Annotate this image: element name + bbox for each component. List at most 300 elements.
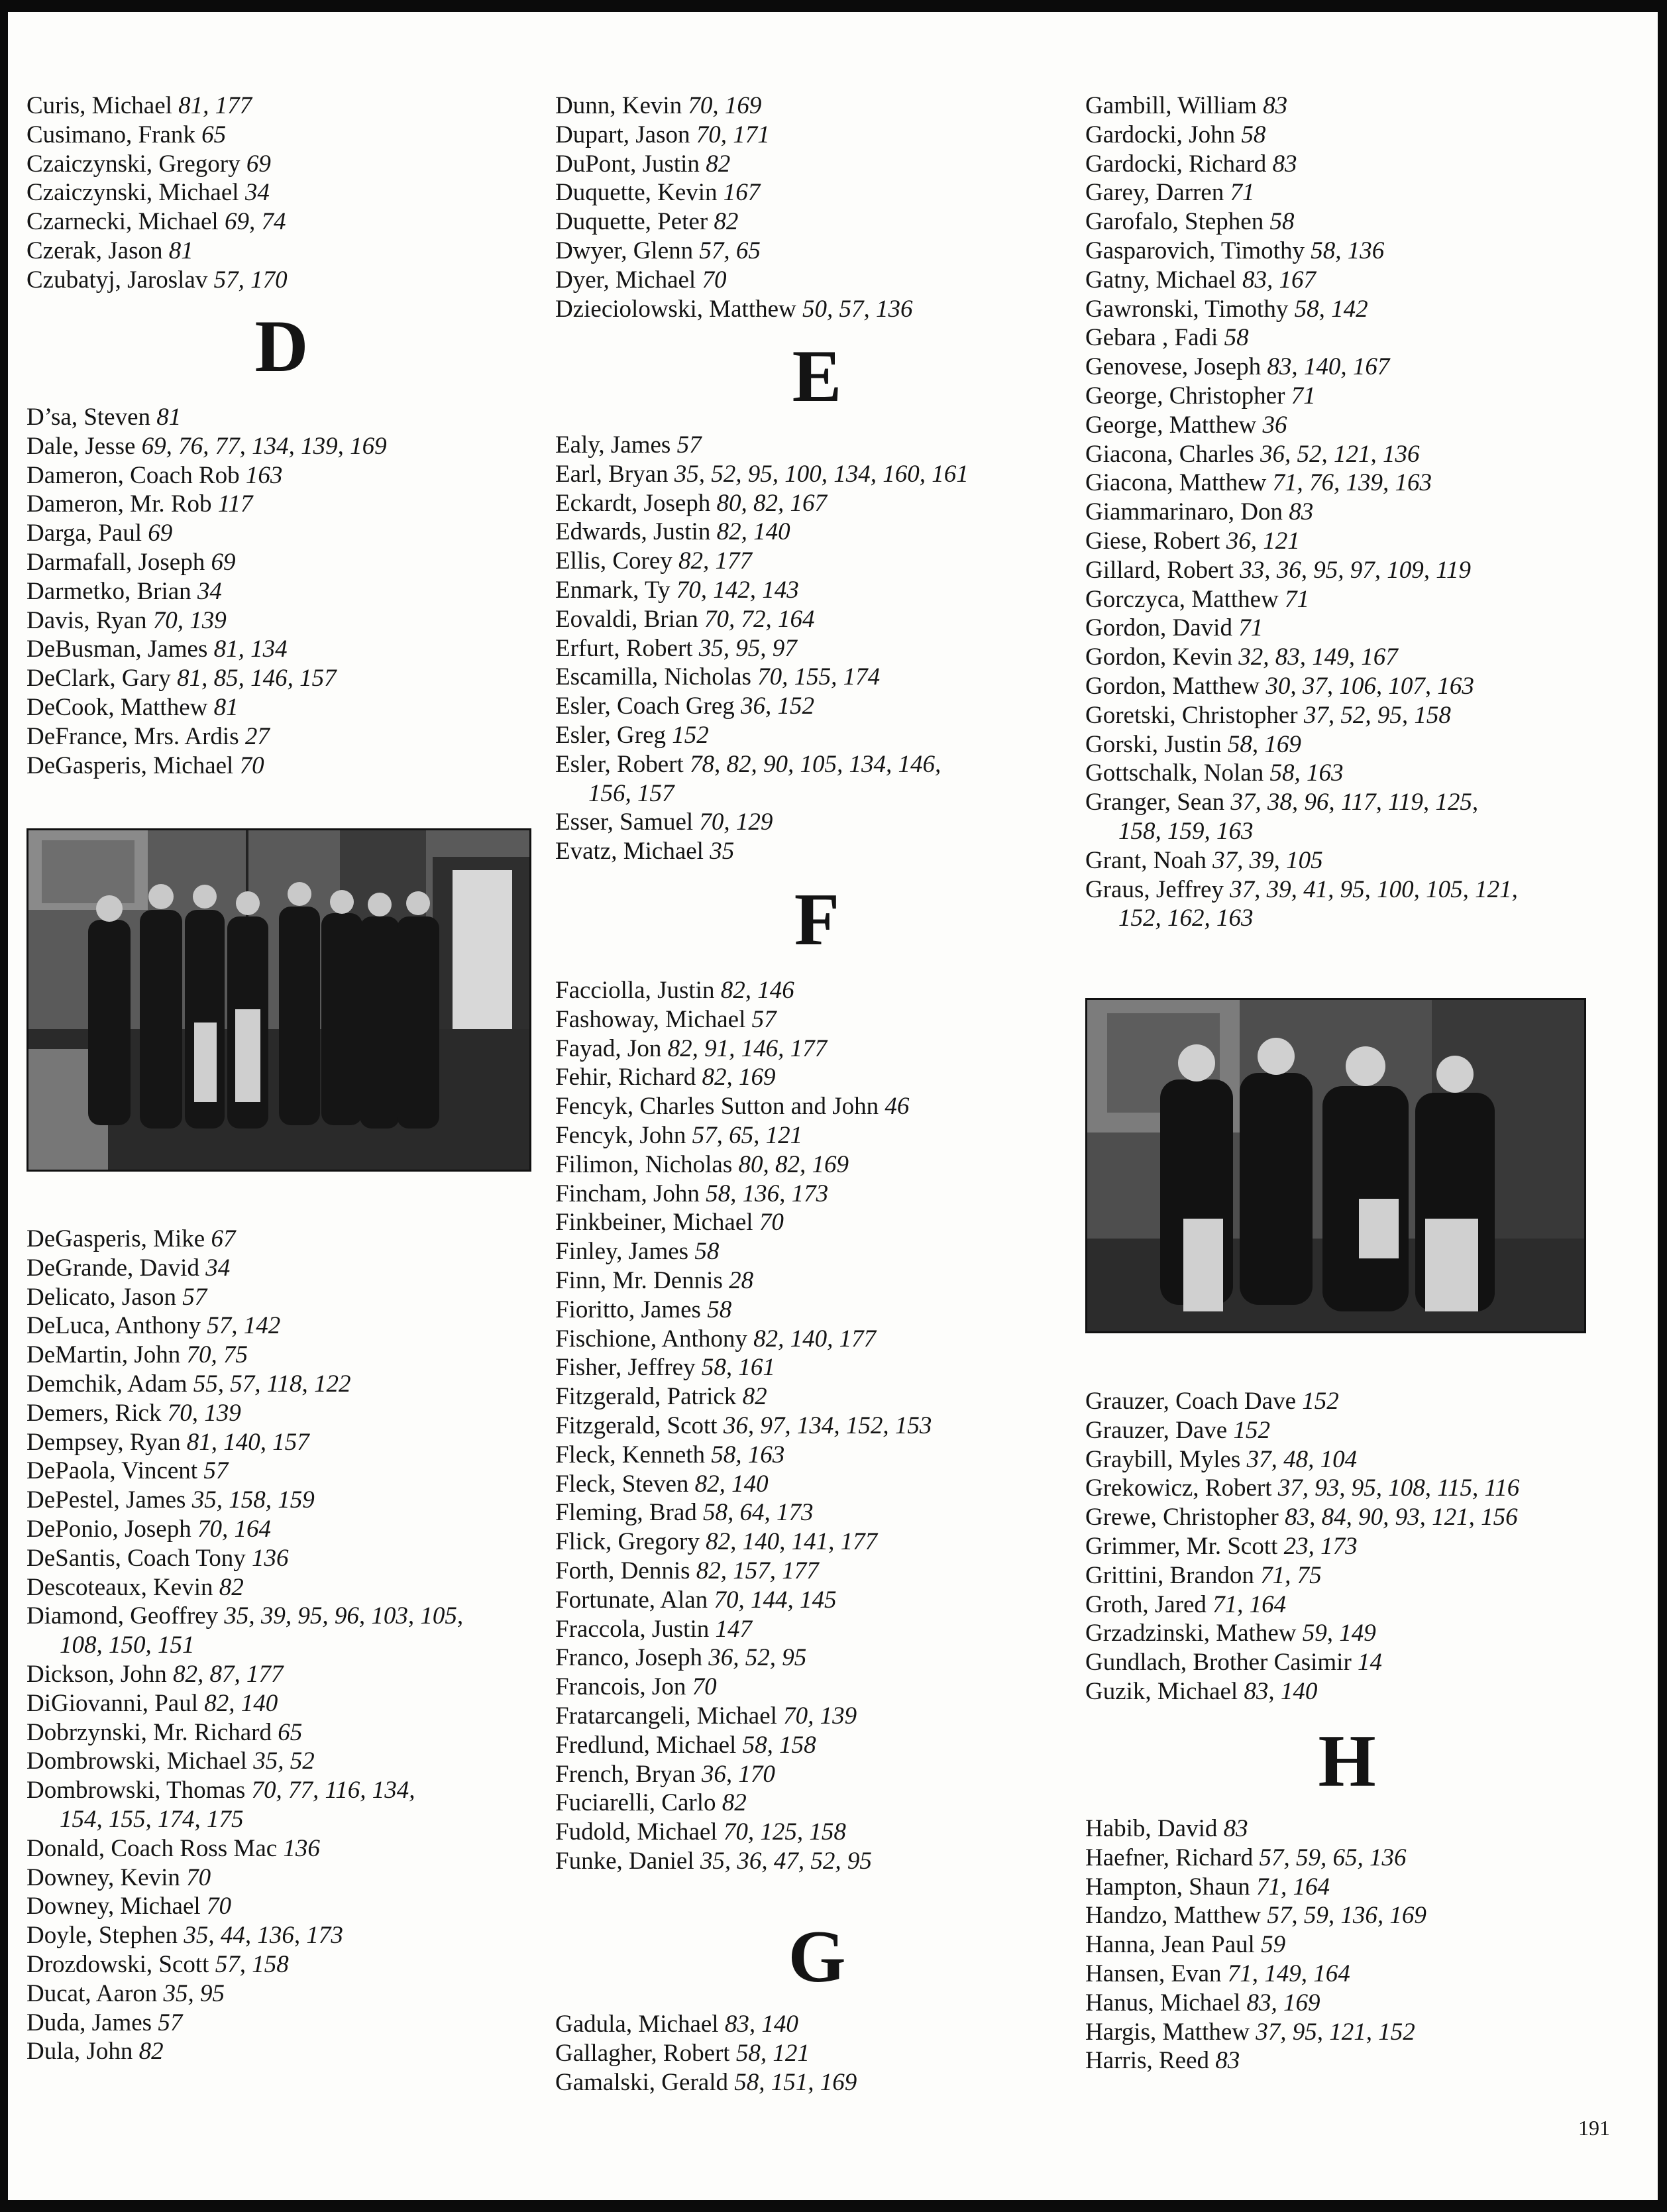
index-entry <box>555 1237 1079 1266</box>
index-entry <box>1085 1648 1609 1677</box>
index-entry <box>555 1266 1079 1296</box>
entry-pages: 80, 82, 169 <box>738 1150 849 1178</box>
entry-pages: 82, 140 <box>694 1470 769 1498</box>
index-entry <box>1085 1844 1609 1873</box>
index-entry <box>555 1382 1079 1411</box>
index-entry <box>1085 1532 1609 1561</box>
entry-name: Fincham, John <box>555 1180 700 1207</box>
entry-name: Dunn, Kevin <box>555 92 682 119</box>
index-entry <box>1085 614 1609 643</box>
index-entry <box>1085 411 1609 440</box>
entry-name: Harris, Reed <box>1085 2047 1209 2075</box>
index-entry <box>1085 353 1609 382</box>
entry-name: George, Matthew <box>1085 411 1257 439</box>
entry-pages: 30, 37, 106, 107, 163 <box>1265 672 1474 700</box>
entry-name: Davis, Ryan <box>27 606 147 634</box>
entry-name: DeGasperis, Mike <box>27 1225 205 1252</box>
entry-name: Hargis, Matthew <box>1085 2018 1250 2046</box>
entry-name: Demers, Rick <box>27 1399 162 1427</box>
entry-pages: 58, 121 <box>735 2039 810 2067</box>
index-entry <box>1085 1930 1609 1960</box>
entry-pages: 83, 140, 167 <box>1267 353 1390 381</box>
index-entry <box>555 207 1079 237</box>
entry-name: Habib, David <box>1085 1815 1218 1842</box>
entry-pages: 78, 82, 90, 105, 134, 146, <box>690 750 941 778</box>
index-entry <box>27 1602 537 1631</box>
entry-name: Finkbeiner, Michael <box>555 1209 753 1237</box>
index-entry-group <box>1085 1814 1609 2075</box>
index-entry <box>555 1731 1079 1760</box>
index-entry <box>555 1150 1079 1180</box>
index-entry <box>27 548 537 577</box>
entry-name: Dombrowski, Thomas <box>27 1777 246 1804</box>
entry-pages: 83 <box>1289 498 1314 526</box>
page-number: 191 <box>1578 2116 1610 2140</box>
entry-pages: 35, 158, 159 <box>191 1486 315 1514</box>
entry-name: Finn, Mr. Dennis <box>555 1266 723 1294</box>
index-entry-group <box>27 403 537 780</box>
entry-name: Gebara , Fadi <box>1085 324 1218 352</box>
entry-pages: 57, 65, 121 <box>692 1121 803 1149</box>
entry-pages: 82 <box>742 1383 767 1411</box>
entry-pages: 70, 129 <box>699 808 773 836</box>
index-entry <box>1085 121 1609 150</box>
entry-name: Gardocki, Richard <box>1085 150 1267 178</box>
index-entry <box>555 634 1079 663</box>
entry-pages: 70 <box>186 1863 211 1891</box>
index-entry-group <box>555 2010 1079 2097</box>
entry-name: Fleming, Brad <box>555 1499 697 1527</box>
entry-pages: 14 <box>1358 1649 1383 1677</box>
entry-pages: 36, 52, 121, 136 <box>1260 440 1420 468</box>
entry-pages: 35, 44, 136, 173 <box>184 1922 343 1950</box>
index-entry <box>555 576 1079 605</box>
index-entry <box>555 837 1079 866</box>
entry-name: Fleck, Steven <box>555 1470 689 1498</box>
index-entry <box>555 518 1079 547</box>
index-entry <box>27 2037 537 2066</box>
entry-pages: 37, 39, 41, 95, 100, 105, 121, <box>1230 875 1518 903</box>
entry-pages: 152 <box>1302 1388 1339 1415</box>
index-entry <box>27 1341 537 1370</box>
entry-name: Fashoway, Michael <box>555 1005 746 1033</box>
entry-name: Garofalo, Stephen <box>1085 208 1264 236</box>
entry-pages: 57 <box>182 1283 207 1311</box>
entry-pages: 36, 97, 134, 152, 153 <box>723 1411 932 1439</box>
entry-name: Demchik, Adam <box>27 1370 188 1398</box>
entry-pages: 59 <box>1261 1931 1286 1959</box>
entry-name: Grauzer, Coach Dave <box>1085 1388 1296 1415</box>
entry-pages: 83 <box>1263 92 1288 119</box>
group-photo-four-men-image <box>1087 1000 1584 1331</box>
entry-pages-continued: 108, 150, 151 <box>60 1631 195 1659</box>
entry-pages: 58 <box>1269 208 1295 236</box>
entry-name: Gillard, Robert <box>1085 556 1234 584</box>
entry-name: Czarnecki, Michael <box>27 208 219 236</box>
index-entry <box>555 1702 1079 1731</box>
index-entry <box>27 490 537 519</box>
entry-pages: 83 <box>1215 2047 1240 2075</box>
entry-name: Esler, Greg <box>555 721 667 749</box>
entry-name: DuPont, Justin <box>555 150 700 178</box>
entry-pages: 58, 169 <box>1227 730 1301 758</box>
index-entry <box>27 1225 537 1254</box>
entry-name: Fitzgerald, Patrick <box>555 1383 737 1411</box>
entry-pages: 70, 139 <box>167 1399 241 1427</box>
entry-name: Czubatyj, Jaroslav <box>27 266 208 294</box>
entry-pages: 23, 173 <box>1283 1532 1358 1560</box>
entry-name: DeCook, Matthew <box>27 693 208 721</box>
index-entry <box>27 606 537 636</box>
entry-pages: 57, 65 <box>699 237 761 264</box>
entry-name: Gorski, Justin <box>1085 730 1222 758</box>
entry-name: Grewe, Christopher <box>1085 1504 1279 1531</box>
index-entry <box>1085 875 1609 905</box>
entry-name: Downey, Michael <box>27 1893 201 1920</box>
entry-name: Giese, Robert <box>1085 527 1220 555</box>
entry-name: DePaola, Vincent <box>27 1457 198 1485</box>
index-entry <box>27 1311 537 1341</box>
index-entry <box>27 237 537 266</box>
index-entry <box>555 2068 1079 2097</box>
index-entry <box>27 1950 537 1979</box>
entry-pages: 70, 164 <box>197 1515 271 1543</box>
entry-name: Dula, John <box>27 2038 133 2066</box>
entry-pages: 82, 140, 177 <box>753 1325 877 1353</box>
entry-name: Esser, Samuel <box>555 808 694 836</box>
index-entry <box>1085 150 1609 179</box>
entry-pages: 65 <box>201 121 227 148</box>
entry-pages: 55, 57, 118, 122 <box>193 1370 351 1398</box>
index-entry <box>555 692 1079 721</box>
index-entry <box>1085 643 1609 672</box>
index-entry-continuation <box>555 779 1079 808</box>
index-entry <box>555 2010 1079 2039</box>
entry-pages: 59, 149 <box>1302 1620 1376 1647</box>
index-entry <box>555 808 1079 837</box>
entry-name: Esler, Coach Greg <box>555 692 735 720</box>
entry-name: Donald, Coach Ross Mac <box>27 1834 278 1862</box>
entry-pages: 81 <box>213 693 239 721</box>
entry-pages: 35, 52 <box>253 1747 315 1775</box>
index-entry <box>1085 498 1609 527</box>
entry-pages: 70, 144, 145 <box>714 1586 837 1614</box>
entry-name: Grant, Noah <box>1085 846 1207 874</box>
index-entry <box>1085 527 1609 556</box>
entry-name: Forth, Dennis <box>555 1557 690 1584</box>
entry-name: Fencyk, Charles Sutton and John <box>555 1093 879 1121</box>
index-entry <box>555 1498 1079 1527</box>
entry-pages-continued: 152, 162, 163 <box>1118 905 1254 932</box>
index-entry <box>555 460 1079 489</box>
entry-pages: 136 <box>283 1834 320 1862</box>
entry-pages: 70, 125, 158 <box>723 1818 846 1846</box>
entry-pages: 82 <box>138 2038 164 2066</box>
entry-name: Haefner, Richard <box>1085 1844 1254 1871</box>
index-entry-continuation <box>1085 817 1609 846</box>
entry-pages: 58 <box>707 1296 732 1323</box>
entry-name: Darmafall, Joseph <box>27 548 205 576</box>
index-entry <box>1085 730 1609 759</box>
entry-name: Fortunate, Alan <box>555 1586 708 1614</box>
entry-name: Fraccola, Justin <box>555 1615 710 1643</box>
entry-name: Grzadzinski, Mathew <box>1085 1620 1297 1647</box>
entry-name: Ducat, Aaron <box>27 1979 158 2007</box>
entry-pages: 71 <box>1230 179 1255 207</box>
index-entry <box>1085 1901 1609 1930</box>
index-entry <box>27 693 537 722</box>
entry-name: Guzik, Michael <box>1085 1677 1238 1705</box>
entry-name: Dickson, John <box>27 1660 167 1688</box>
index-entry <box>27 1399 537 1428</box>
index-entry <box>1085 1873 1609 1902</box>
index-entry <box>555 178 1079 207</box>
entry-pages: 83, 84, 90, 93, 121, 156 <box>1285 1504 1518 1531</box>
index-entry <box>27 1573 537 1602</box>
index-entry <box>555 150 1079 179</box>
entry-name: Enmark, Ty <box>555 576 671 604</box>
entry-name: Dale, Jesse <box>27 432 136 460</box>
entry-pages: 83, 169 <box>1246 1989 1320 2017</box>
entry-pages: 37, 39, 105 <box>1212 846 1323 874</box>
entry-pages: 70, 139 <box>152 606 227 634</box>
entry-pages: 82, 140, 141, 177 <box>706 1528 878 1556</box>
index-entry <box>27 1544 537 1573</box>
entry-name: Gordon, Matthew <box>1085 672 1260 700</box>
index-entry <box>27 577 537 606</box>
entry-pages: 82 <box>219 1573 244 1601</box>
index-entry <box>1085 1960 1609 1989</box>
index-entry <box>1085 1416 1609 1445</box>
entry-name: Eckardt, Joseph <box>555 489 711 517</box>
entry-pages: 70, 72, 164 <box>704 605 815 633</box>
entry-pages: 35, 52, 95, 100, 134, 160, 161 <box>674 460 969 488</box>
entry-pages: 36, 121 <box>1226 527 1300 555</box>
entry-pages: 71 <box>1291 382 1316 410</box>
entry-pages: 82 <box>714 208 739 236</box>
index-entry <box>27 150 537 179</box>
entry-name: Gadula, Michael <box>555 2011 719 2038</box>
index-entry <box>27 1689 537 1718</box>
index-entry <box>555 1818 1079 1847</box>
index-entry <box>555 663 1079 692</box>
entry-name: Dameron, Coach Rob <box>27 461 240 489</box>
index-entry <box>555 1615 1079 1644</box>
index-entry <box>27 1457 537 1486</box>
index-entry <box>555 2039 1079 2068</box>
entry-pages: 81 <box>168 237 193 264</box>
index-entry <box>555 1325 1079 1354</box>
entry-name: Grekowicz, Robert <box>1085 1474 1272 1502</box>
entry-pages: 71, 164 <box>1256 1873 1330 1901</box>
index-entry <box>555 91 1079 121</box>
section-letter-e: E <box>792 335 842 417</box>
entry-name: Drozdowski, Scott <box>27 1950 209 1978</box>
index-entry <box>1085 207 1609 237</box>
index-entry <box>1085 701 1609 730</box>
entry-name: Dempsey, Ryan <box>27 1428 181 1456</box>
section-letter-f: F <box>794 879 840 961</box>
index-entry <box>555 1470 1079 1499</box>
entry-pages: 57, 142 <box>207 1312 281 1340</box>
index-entry <box>555 1034 1079 1064</box>
entry-name: Fitzgerald, Scott <box>555 1411 718 1439</box>
entry-name: Fencyk, John <box>555 1121 686 1149</box>
entry-pages: 35, 39, 95, 96, 103, 105, <box>224 1602 464 1630</box>
entry-pages: 58 <box>1224 324 1249 352</box>
entry-name: Facciolla, Justin <box>555 977 715 1004</box>
entry-pages: 58, 161 <box>701 1354 775 1382</box>
index-entry <box>1085 237 1609 266</box>
entry-name: French, Bryan <box>555 1760 696 1788</box>
entry-pages: 57, 170 <box>213 266 288 294</box>
entry-pages: 81, 177 <box>178 92 252 119</box>
entry-pages: 57 <box>203 1457 229 1485</box>
index-entry <box>27 266 537 295</box>
entry-name: Fayad, Jon <box>555 1034 662 1062</box>
index-entry <box>1085 178 1609 207</box>
entry-pages: 58, 64, 173 <box>703 1499 814 1527</box>
entry-name: Czaiczynski, Michael <box>27 179 239 207</box>
index-entry <box>27 1834 537 1863</box>
entry-name: Fischione, Anthony <box>555 1325 747 1353</box>
entry-pages: 58, 151, 169 <box>734 2068 857 2096</box>
index-entry <box>27 1892 537 1921</box>
entry-pages: 82, 91, 146, 177 <box>667 1034 828 1062</box>
index-entry <box>1085 556 1609 585</box>
index-entry <box>27 1979 537 2009</box>
index-entry-continuation <box>27 1631 537 1660</box>
index-entry <box>1085 1677 1609 1706</box>
index-entry <box>555 295 1079 324</box>
entry-name: Gasparovich, Timothy <box>1085 237 1305 264</box>
entry-pages: 117 <box>217 490 253 518</box>
index-entry <box>1085 440 1609 469</box>
section-letter-g: G <box>788 1916 846 1998</box>
entry-pages: 58, 136, 173 <box>706 1180 829 1207</box>
index-entry <box>27 461 537 490</box>
index-entry <box>555 1643 1079 1673</box>
entry-name: Fratarcangeli, Michael <box>555 1702 777 1730</box>
entry-pages: 71, 75 <box>1260 1561 1322 1589</box>
index-entry <box>1085 1474 1609 1503</box>
index-entry <box>555 121 1079 150</box>
entry-pages: 57 <box>751 1005 777 1033</box>
index-entry <box>555 1673 1079 1702</box>
entry-pages: 58, 142 <box>1294 295 1368 323</box>
entry-name: Filimon, Nicholas <box>555 1150 733 1178</box>
entry-name: Hampton, Shaun <box>1085 1873 1250 1901</box>
entry-pages: 36 <box>1262 411 1287 439</box>
entry-pages-continued: 156, 157 <box>588 779 674 807</box>
index-entry-group <box>27 1225 537 2066</box>
entry-name: Earl, Bryan <box>555 460 669 488</box>
index-entry-continuation <box>27 1805 537 1834</box>
index-entry <box>27 1863 537 1893</box>
index-entry-group <box>1085 1387 1609 1706</box>
entry-pages: 82 <box>722 1789 747 1817</box>
index-entry <box>27 1747 537 1776</box>
entry-name: Granger, Sean <box>1085 789 1225 816</box>
index-entry <box>27 635 537 664</box>
index-entry <box>27 432 537 461</box>
section-letter-h: H <box>1318 1720 1376 1802</box>
entry-name: Giacona, Matthew <box>1085 469 1267 497</box>
entry-pages: 46 <box>885 1093 910 1121</box>
entry-name: Fudold, Michael <box>555 1818 718 1846</box>
index-entry-continuation <box>1085 904 1609 933</box>
entry-pages: 35, 95, 97 <box>698 634 797 662</box>
entry-pages: 147 <box>715 1615 752 1643</box>
index-entry <box>555 1760 1079 1789</box>
entry-name: Edwards, Justin <box>555 518 711 546</box>
index-entry <box>27 207 537 237</box>
index-entry <box>27 751 537 781</box>
index-entry <box>1085 585 1609 614</box>
index-entry <box>555 1557 1079 1586</box>
index-entry <box>27 1660 537 1689</box>
entry-name: Fuciarelli, Carlo <box>555 1789 716 1817</box>
index-entry <box>1085 672 1609 701</box>
entry-name: Gallagher, Robert <box>555 2039 730 2067</box>
entry-pages: 152 <box>672 721 709 749</box>
index-entry <box>1085 1590 1609 1620</box>
entry-pages: 70 <box>206 1893 231 1920</box>
index-entry <box>1085 2046 1609 2075</box>
index-entry <box>27 1921 537 1950</box>
entry-name: DePonio, Joseph <box>27 1515 191 1543</box>
entry-name: Hanna, Jean Paul <box>1085 1931 1255 1959</box>
entry-name: Grimmer, Mr. Scott <box>1085 1532 1278 1560</box>
entry-name: Cusimano, Frank <box>27 121 195 148</box>
entry-pages: 71 <box>1238 614 1264 642</box>
entry-name: Esler, Robert <box>555 750 684 778</box>
entry-name: Hansen, Evan <box>1085 1960 1222 1987</box>
entry-pages: 70, 77, 116, 134, <box>251 1777 415 1804</box>
entry-name: George, Christopher <box>1085 382 1285 410</box>
entry-name: Francois, Jon <box>555 1673 686 1701</box>
entry-pages: 71, 149, 164 <box>1227 1960 1350 1987</box>
entry-pages: 35 <box>710 838 735 865</box>
index-entry <box>1085 1445 1609 1474</box>
entry-name: Grittini, Brandon <box>1085 1561 1254 1589</box>
entry-name: Fleck, Kenneth <box>555 1441 706 1468</box>
entry-pages: 70, 139 <box>783 1702 857 1730</box>
entry-name: Fredlund, Michael <box>555 1731 737 1759</box>
index-entry <box>27 1254 537 1283</box>
index-entry <box>555 547 1079 576</box>
entry-pages: 36, 152 <box>741 692 815 720</box>
group-photo-eight-men-image <box>28 830 529 1170</box>
entry-name: Ellis, Corey <box>555 547 672 575</box>
index-entry <box>27 664 537 693</box>
entry-pages: 36, 170 <box>701 1760 775 1788</box>
entry-name: Goretski, Christopher <box>1085 701 1298 729</box>
index-entry <box>27 519 537 548</box>
index-entry <box>1085 2018 1609 2047</box>
index-entry <box>555 605 1079 634</box>
entry-name: Funke, Daniel <box>555 1847 694 1875</box>
entry-pages: 70, 142, 143 <box>676 576 799 604</box>
entry-pages: 69 <box>211 548 236 576</box>
entry-name: Gatny, Michael <box>1085 266 1236 294</box>
index-entry <box>27 1486 537 1515</box>
index-entry <box>27 2009 537 2038</box>
index-entry-group <box>27 91 537 295</box>
entry-name: Genovese, Joseph <box>1085 353 1262 381</box>
entry-name: Duquette, Kevin <box>555 179 718 207</box>
entry-pages: 37, 52, 95, 158 <box>1303 701 1451 729</box>
